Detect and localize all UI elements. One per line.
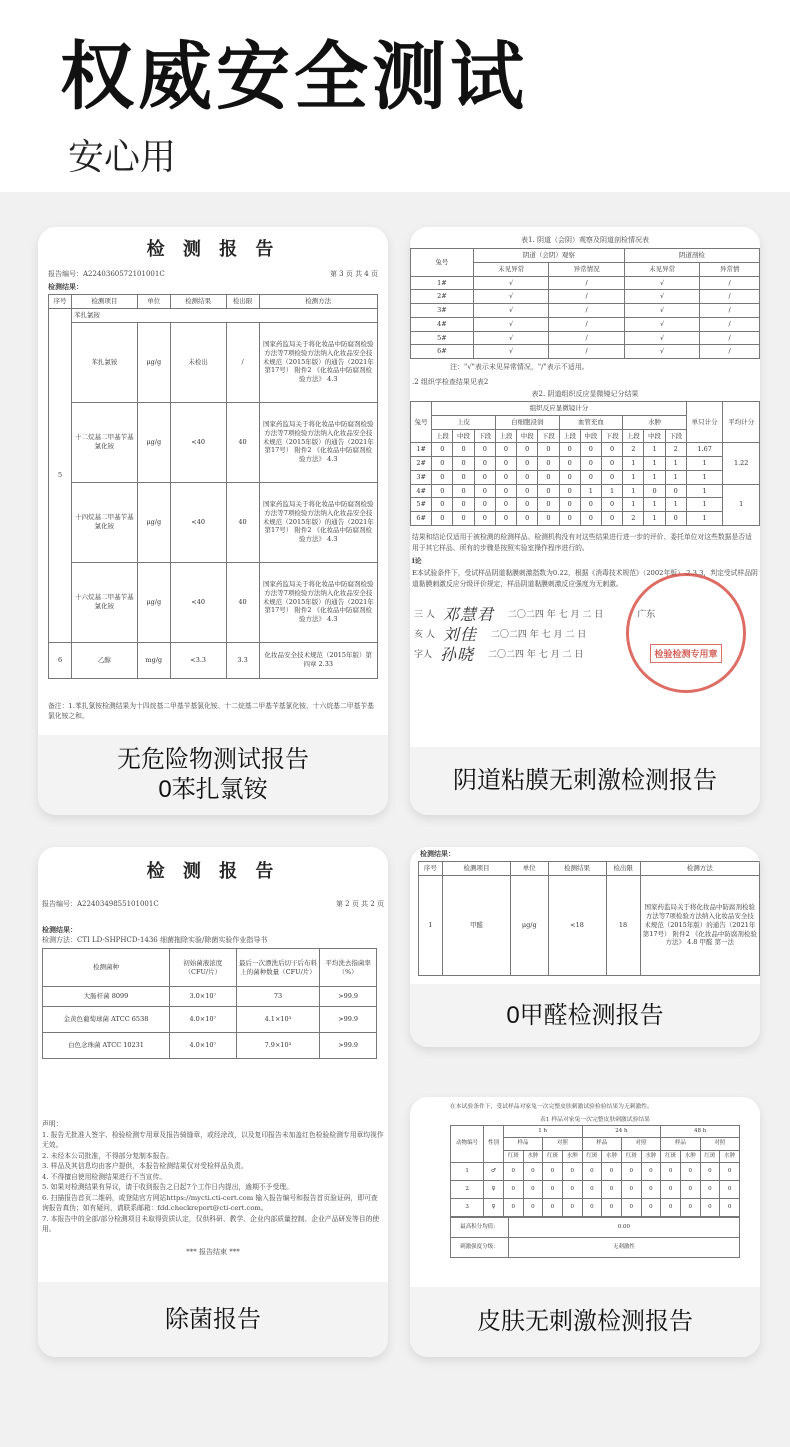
card-caption — [410, 1287, 760, 1357]
group-label: 苯扎氯铵 — [72, 308, 378, 322]
report-number: 报告编号：A2240360572101001C — [48, 270, 165, 278]
statement-block: 声明： 1. 报告无批准人签字、检验检测专用章及报告骑缝章，或经涂改，以及复印报告未加盖红色检验检测专用章均视作无效。 2. 未经本公司批准，不得部分复制本报告。 3. 样品及其信息均由客户提供，本报告检测结果仅对受检样品负责。 4. 不得擅自使用检测结果进行不当宣传。 5. 如果对检测结果有异议，请于收到报告之日起7个工作日内提出，逾期不予受理。 6. 扫描报告首页二维码，或登陆官方网站https://mycti.cti-cert.com 输入报告编号和报告首页验证码，即可查询报告真伪；如有疑问，请联系邮箱：fdd.checkreport@cti-cert.com。 7. 本报告中的全部/部分检测项目未取得资质认定，仅供科研、教学、企业内部质量控制、企业产品研发等目的使用。 — [42, 1120, 384, 1234]
signature-block: 三 人 邓慧君 二〇二四 年 七 月 二 日 广东 亥 人 刘佳 二〇二四 年 七 月 二 日 字人 孙晓 二〇二四 年 七 月 二 日 检验检测专用章 — [410, 603, 760, 663]
table-row: 大肠杆菌 8099 3.0×10⁷ 73 >99.9 — [43, 987, 377, 1007]
table-row: 十二烷基二甲基苄基氯化铵 μg/g <40 40 国家药监局关于将化妆品中防腐剂检验方法等7项检验方法纳入化妆品安全技术规范（2015年版）的通告（2021年第17号） 附件2 《化妆品中防腐剂检验方法》 4.3 — [49, 402, 378, 482]
col-header: 检测结果 — [170, 295, 226, 309]
card-caption — [410, 747, 760, 815]
observation-table: 兔号 阴道（会阴）观察 阴道剖检 未见异常 异常情况 未见异常 异常情 1# √ / √ / 2# √ / √ / 3# √ / √ / 4# √ / √ / 5# √ / √ / 6# √ / √ / — [410, 248, 760, 359]
caption-line: 皮肤无刺激检测报告 — [477, 1308, 693, 1335]
hero-header — [0, 0, 790, 192]
doc-title: 检 测 报 告 — [146, 861, 280, 882]
handwritten-signature: 刘佳 — [442, 624, 477, 644]
caption-line: 无危险物测试报告 — [117, 746, 309, 773]
table-row: 3# √ / √ / — [411, 304, 760, 318]
report-end: *** 报告结束 *** — [186, 1247, 240, 1256]
table-row: 2# √ / √ / — [411, 290, 760, 304]
report-card-vaginal-mucosa — [410, 227, 760, 815]
report-card-sterilization — [38, 847, 388, 1357]
conclusion-text: E本试验条件下，受试样品阴道黏膜刺激指数为0.22，根据《消毒技术规范》（2002年版）-2.3.3，判定受试样品阴道黏膜刺激反应分级评价规定，样品阴道黏膜刺激反应强度为无刺激。 — [412, 569, 758, 588]
table1-title: 表1. 阴道（会阴）观察及阴道剖检情况表 — [521, 236, 649, 244]
results-table — [48, 294, 378, 679]
table-row: 1# 0 0 0 0 0 0 0 0 0 2 1 2 1.67 1.22 — [411, 443, 760, 457]
handwritten-signature: 邓慧君 — [442, 604, 494, 624]
col-header: 序号 — [49, 295, 72, 309]
card-caption — [38, 1282, 388, 1357]
report-card-benzalkonium — [38, 227, 388, 815]
report-document — [410, 847, 760, 984]
table-row: 1 甲醛 μg/g <18 18 国家药监局关于将化妆品中防腐剂检验方法等7项检验方法纳入化妆品安全技术规范（2015年版）的通告（2021年第17号） 附件2 《化妆品中防腐剂检验方法》 4.8 甲醛 第一法 — [419, 875, 760, 975]
table2-title: 表2. 阴道组织反应显微镜记分结果 — [531, 390, 639, 399]
conclusion-heading: i论 — [412, 556, 422, 566]
table-row: 2 ♀ 0 0 0 0 0 0 0 0 0 0 0 0 — [451, 1181, 740, 1199]
section-heading: .2 组织学检查结果见表2 — [412, 378, 489, 387]
red-seal-stamp: 检验检测专用章 — [626, 573, 746, 693]
skin-table: 动物编号 性别 1 h 24 h 48 h 样品 对照 样品 对照 样品 对照 红斑 水肿 红斑 水肿 红斑 水肿 红斑 水肿 红斑 水肿 红斑 水肿 1 ♂ 0 0 0 0 0 0 0 0 0 0 0 0 2 ♀ 0 0 0 0 0 0 0 0 0 0 0 0 3 ♀ 0 0 0 0 0 0 0 0 0 0 0 0 — [450, 1125, 740, 1217]
doc-title: 检 测 报 告 — [146, 239, 280, 260]
col-header: 检测项目 — [72, 295, 138, 309]
table-row: 6 乙醇 mg/g <3.3 3.3 化妆品安全技术规范（2015年版）第四章 2.33 — [49, 642, 378, 678]
report-document — [410, 227, 760, 747]
report-gallery — [0, 192, 790, 1447]
test-method: 检测方法：CTI LD-SHPHCD-1436 细菌拖除实验/除菌实验作业指导书 — [42, 936, 268, 944]
results-label: 检测结果： — [420, 849, 455, 858]
table-row: 5# √ / √ / — [411, 331, 760, 345]
results-label: 检测结果： — [48, 282, 83, 291]
doc-note: 备注：1.苯扎氯铵检测结果为十四烷基二甲基苄基氯化铵、十二烷基二甲基苄基氯化铵、十六烷基二甲基苄基氯化铵之和。 — [48, 701, 374, 721]
table-row: 3 ♀ 0 0 0 0 0 0 0 0 0 0 0 0 — [451, 1199, 740, 1217]
report-document — [410, 1097, 760, 1287]
table-row: 5# 0 0 0 0 0 0 0 0 0 1 1 1 1 — [411, 498, 760, 512]
report-document — [38, 847, 388, 1282]
table-row: 十四烷基二甲基苄基氯化铵 μg/g <40 40 国家药监局关于将化妆品中防腐剂检验方法等7项检验方法纳入化妆品安全技术规范（2015年版）的通告（2021年第17号） 附件2 《化妆品中防腐剂检验方法》 4.3 — [49, 482, 378, 562]
doc-meta — [42, 899, 384, 909]
result-statement: 结果和结论仅适用于被检测的检测样品。检测机构没有对这些结果进行进一步的评价、委托单位对这些数据是否适用于其它样品、所有的步骤是按照实验室操作程序进行的。 — [412, 533, 752, 552]
page-subtitle: 安心用 — [68, 137, 177, 178]
table-row: 十六烷基二甲基苄基氯化铵 μg/g <40 40 国家药监局关于将化妆品中防腐剂检验方法等7项检验方法纳入化妆品安全技术规范（2015年版）的通告（2021年第17号） 附件2 《化妆品中防腐剂检验方法》 4.3 — [49, 562, 378, 642]
caption-line: 0苯扎氯铵 — [158, 776, 268, 803]
table-row: 4# 0 0 0 0 0 0 0 1 1 1 0 0 1 1 — [411, 484, 760, 498]
statement-title: 声明： — [42, 1120, 63, 1128]
col-header: 检测方法 — [259, 295, 377, 309]
table-row: 2# 0 0 0 0 0 0 0 0 0 1 1 1 1 — [411, 457, 760, 471]
doc-meta — [48, 269, 378, 279]
caption-line: 阴道粘膜无刺激检测报告 — [453, 767, 717, 794]
skin-summary: 在本试验条件下，受试样品对家兔一次完整皮肤刺激试验检验结果为无刺激性。 — [450, 1104, 653, 1110]
results-label: 检测结果： — [42, 925, 77, 934]
table-row: 金黄色葡萄球菌 ATCC 6538 4.0×10⁷ 4.1×10³ >99.9 — [43, 1007, 377, 1033]
report-document — [38, 227, 388, 735]
col-header: 检出限 — [226, 295, 259, 309]
report-number: 报告编号：A2240349855101001C — [42, 900, 159, 908]
page-number: 第 2 页 共 2 页 — [335, 900, 384, 908]
table1-note: 注："√"表示未见异常情况，"/"表示不适用。 — [450, 363, 589, 372]
table-row: 1# √ / √ / — [411, 276, 760, 290]
page-number: 第 3 页 共 4 页 — [329, 270, 378, 278]
table-row: 6# 0 0 0 0 0 0 0 0 0 2 1 0 1 — [411, 512, 760, 526]
table-row: 苯扎氯铵 μg/g 未检出 / 国家药监局关于将化妆品中防腐剂检验方法等7项检验方法纳入化妆品安全技术规范（2015年版）的通告（2021年第17号） 附件2 《化妆品中防腐剂检验方法》 4.3 — [49, 322, 378, 402]
page-title: 权威安全测试 — [60, 34, 528, 120]
sterilization-table: 检测菌种 初始菌液浓度（CFU/片） 最后一次漂洗后切干后布料上的菌种数量（CFU/片） 平均洗去指菌率（%） 大肠杆菌 8099 3.0×10⁷ 73 >99.9 金黄色葡萄球菌 ATCC 6538 4.0×10⁷ 4.1×10³ >99.9 白色念珠菌 ATCC 10231 4.0×10⁷ 7.9×10³ >99.9 — [42, 948, 377, 1059]
card-caption — [38, 735, 388, 815]
skin-summary-table: 最高积分均值： 0.00 刺激强度分级： 无刺激性 — [450, 1217, 740, 1258]
table-row: 3# 0 0 0 0 0 0 0 0 0 1 1 1 1 — [411, 470, 760, 484]
table-row: 1 ♂ 0 0 0 0 0 0 0 0 0 0 0 0 — [451, 1163, 740, 1181]
table-row: 6# √ / √ / — [411, 345, 760, 359]
score-table: 兔号 组织反应显微镜计分 单只计分 平均计分 上皮 白细胞浸润 血管充血 水肿 上段 中段 下段 上段 中段 下段 上段 中段 下段 上段 中段 下段 1# 0 0 0 0 0 0 0 0 0 2 1 2 1.67 1.22 2# 0 0 0 0 0 0 0 0 0 1 1 1 1 3# 0 0 0 0 0 0 0 0 0 1 1 1 1 4# 0 0 0 0 0 0 0 1 1 1 0 0 1 1 5# 0 0 0 0 0 0 0 0 0 1 1 1 1 6# 0 0 0 0 0 0 0 0 0 2 1 0 1 — [410, 401, 760, 526]
table-row: 4# √ / √ / — [411, 317, 760, 331]
handwritten-signature: 孙晓 — [440, 644, 475, 664]
col-header: 单位 — [137, 295, 170, 309]
report-card-formaldehyde — [410, 847, 760, 1047]
skin-table-title: 表1 样品对家兔一次完整皮肤刺激试验结果 — [540, 1117, 650, 1123]
formaldehyde-table: 序号 检测项目 单位 检测结果 检出限 检测方法 1 甲醛 μg/g <18 18 国家药监局关于将化妆品中防腐剂检验方法等7项检验方法纳入化妆品安全技术规范（2015年版）的通告（2021年第17号） 附件2 《化妆品中防腐剂检验方法》 4.8 甲醛 第一法 — [418, 861, 760, 976]
group-number: 5 — [49, 308, 72, 642]
table-row: 白色念珠菌 ATCC 10231 4.0×10⁷ 7.9×10³ >99.9 — [43, 1033, 377, 1059]
caption-line: 0甲醛检测报告 — [506, 1001, 664, 1029]
caption-line: 除菌报告 — [165, 1305, 261, 1333]
report-card-skin — [410, 1097, 760, 1357]
card-caption — [410, 984, 760, 1047]
